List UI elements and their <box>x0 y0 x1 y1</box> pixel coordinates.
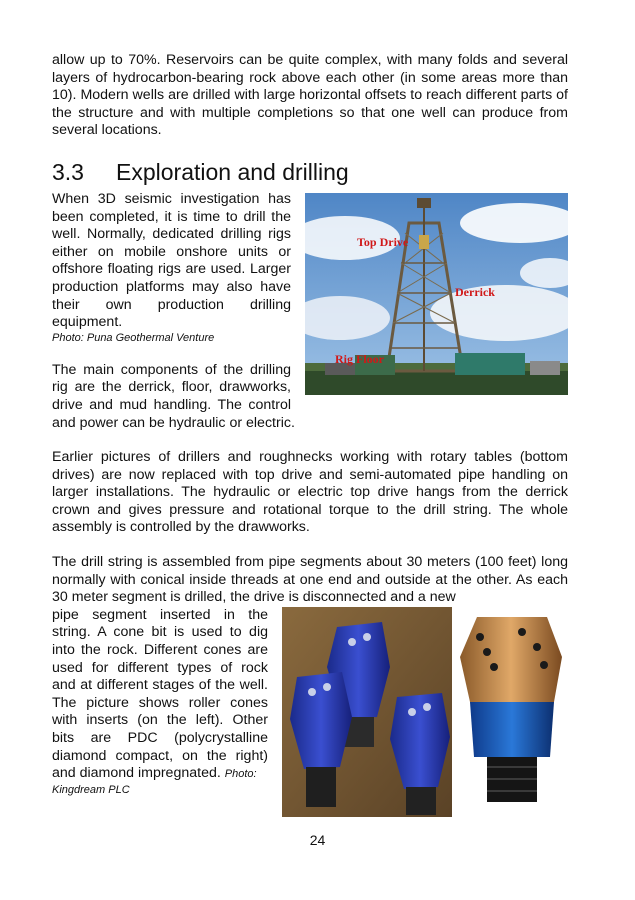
label-derrick: Derrick <box>455 284 495 299</box>
photo-credit-bits: Kingdream PLC <box>52 783 130 796</box>
pdc-bit <box>460 617 562 802</box>
drill-bits-photo <box>282 607 568 817</box>
section-heading <box>52 159 568 185</box>
drilling-rig-photo <box>305 193 568 395</box>
page-body <box>52 52 568 821</box>
photo-credit-rig: Photo: Puna Geothermal Venture <box>52 331 215 344</box>
label-rig-floor: Rig Floor <box>335 351 384 366</box>
para-drill-bits-text: pipe segment inserted in the string. A cone bit is used to dig into the rock. Different cones are used for different types of rock and at different stages of the well. The picture shows roller cones with inserts (on the left). Other bits are PDC (polycrystalline diamond compact, on the right) and diamond impregnated. <box>52 606 268 782</box>
para-drill-string: The drill string is assembled from pipe segments about 30 meters (100 feet) long normally with conical inside threads at one end and outside at the other. As each 30 meter segment is drilled, the drive is disconnected and a new <box>52 554 568 606</box>
photo-credit-label: Photo: <box>224 768 257 781</box>
intro-paragraph: allow up to 70%. Reservoirs can be quite complex, with many folds and several layers of hydrocarbon-bearing rock above each other (in some areas more than 10). Modern wells are drilled with large horizontal offsets to reach different parts of the structure and with multiple completions so that one well can produce from several locations. <box>52 52 568 139</box>
para-drilling-intro: When 3D seismic investigation has been completed, it is time to drill the well. Normally, dedicated drilling rigs either on mobile onshore units or offshore floating rigs are used. Larger production platforms may also have their own production drilling equipment. <box>52 190 291 331</box>
spacer <box>52 537 568 554</box>
drill-bits-illustration <box>282 607 568 817</box>
page-number: 24 <box>309 832 326 848</box>
para-rig-components: The main components of the drilling rig are the derrick, floor, drawworks, drive and mud handling. The control and power can be hydraulic or electric. <box>52 361 295 431</box>
section-number: 3.3 <box>52 158 84 185</box>
drilling-rig-illustration <box>305 193 568 395</box>
para-top-drive: Earlier pictures of drillers and roughnecks working with rotary tables (bottom drives) are now replaced with top drive and semi-automated pipe handling on larger installations. The hydraulic or electric top drive hangs from the derrick crown and gives pressure and rotational torque to the drill string. The whole assembly is controlled by the drawworks. <box>52 449 568 536</box>
spacer <box>52 432 568 449</box>
section-title: Exploration and drilling <box>116 158 349 185</box>
label-top-drive: Top Drive <box>357 234 409 249</box>
